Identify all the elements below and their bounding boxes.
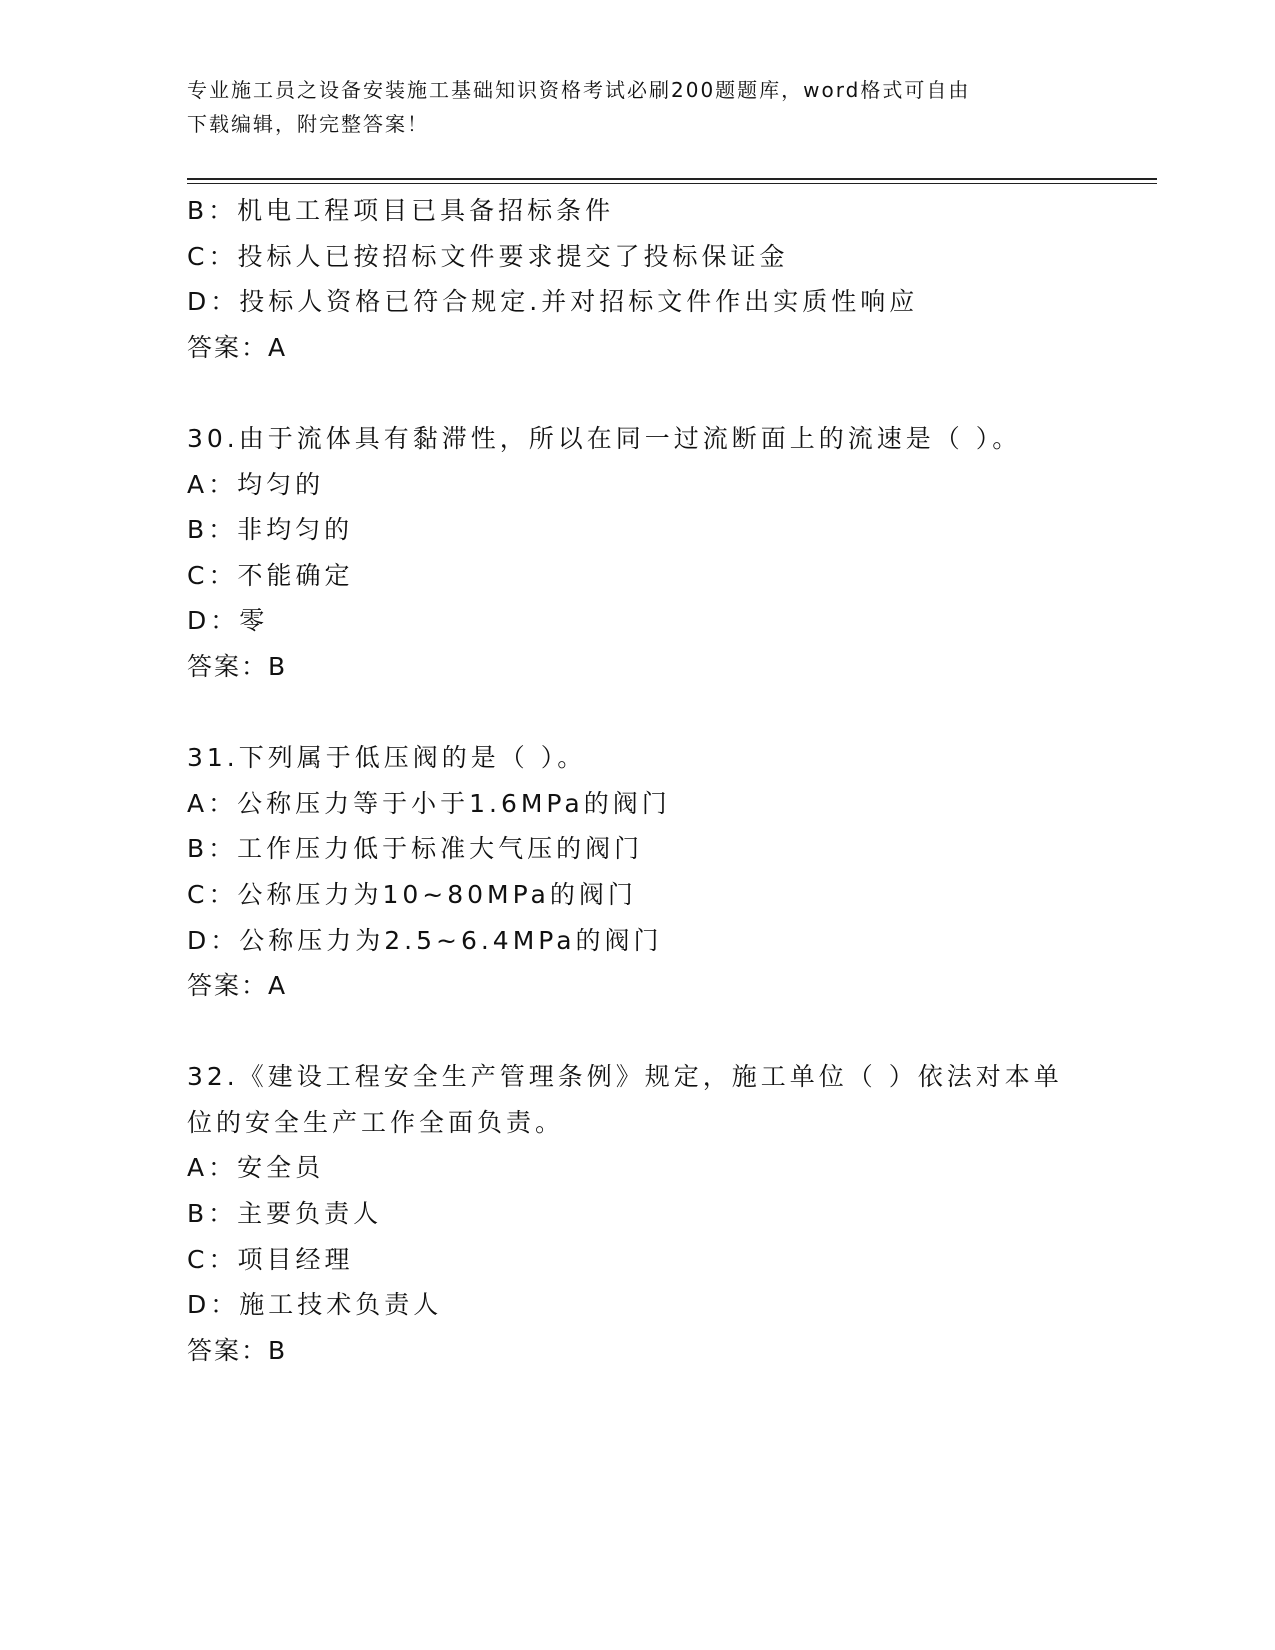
option-b: B：工作压力低于标准大气压的阀门 xyxy=(187,834,644,864)
option-a: A：均匀的 xyxy=(187,469,325,499)
option-b: B：非均匀的 xyxy=(187,515,354,545)
question-stem-line-2: 位的安全生产工作全面负责。 xyxy=(187,1107,565,1137)
answer: 答案：A xyxy=(187,971,288,1001)
answer: 答案：B xyxy=(187,651,288,681)
spacer xyxy=(187,370,1147,416)
option-a: A：安全员 xyxy=(187,1153,325,1183)
answer: 答案：A xyxy=(187,332,288,362)
option-b: B：机电工程项目已具备招标条件 xyxy=(187,196,615,225)
option-d: D：投标人资格已符合规定.并对招标文件作出实质性响应 xyxy=(187,287,919,317)
question-stem: 30.由于流体具有黏滞性，所以在同一过流断面上的流速是（ ）。 xyxy=(187,423,1022,453)
option-c: C：投标人已按招标文件要求提交了投标保证金 xyxy=(187,241,789,271)
option-d: D：零 xyxy=(187,606,269,636)
question-stem: 31.下列属于低压阀的是（ ）。 xyxy=(187,743,587,773)
header-divider-bottom xyxy=(187,183,1157,184)
option-a: A：公称压力等于小于1.6MPa的阀门 xyxy=(187,788,671,818)
spacer xyxy=(187,1009,1147,1055)
option-b: B：主要负责人 xyxy=(187,1199,383,1229)
spacer xyxy=(187,690,1147,736)
option-c: C：公称压力为10~80MPa的阀门 xyxy=(187,879,637,909)
option-d: D：施工技术负责人 xyxy=(187,1290,443,1320)
question-stem-line-1: 32.《建设工程安全生产管理条例》规定，施工单位（ ）依法对本单 xyxy=(187,1062,1063,1092)
document-header xyxy=(187,73,1067,141)
header-title-line-1: 专业施工员之设备安装施工基础知识资格考试必刷200题题库，word格式可自由 xyxy=(187,78,971,102)
question-list xyxy=(187,188,1147,1373)
option-c: C：不能确定 xyxy=(187,560,354,590)
option-d: D：公称压力为2.5~6.4MPa的阀门 xyxy=(187,925,663,955)
answer: 答案：B xyxy=(187,1335,288,1365)
header-divider-top xyxy=(187,178,1157,180)
header-title-line-2: 下载编辑，附完整答案！ xyxy=(187,112,429,136)
option-c: C：项目经理 xyxy=(187,1244,354,1274)
